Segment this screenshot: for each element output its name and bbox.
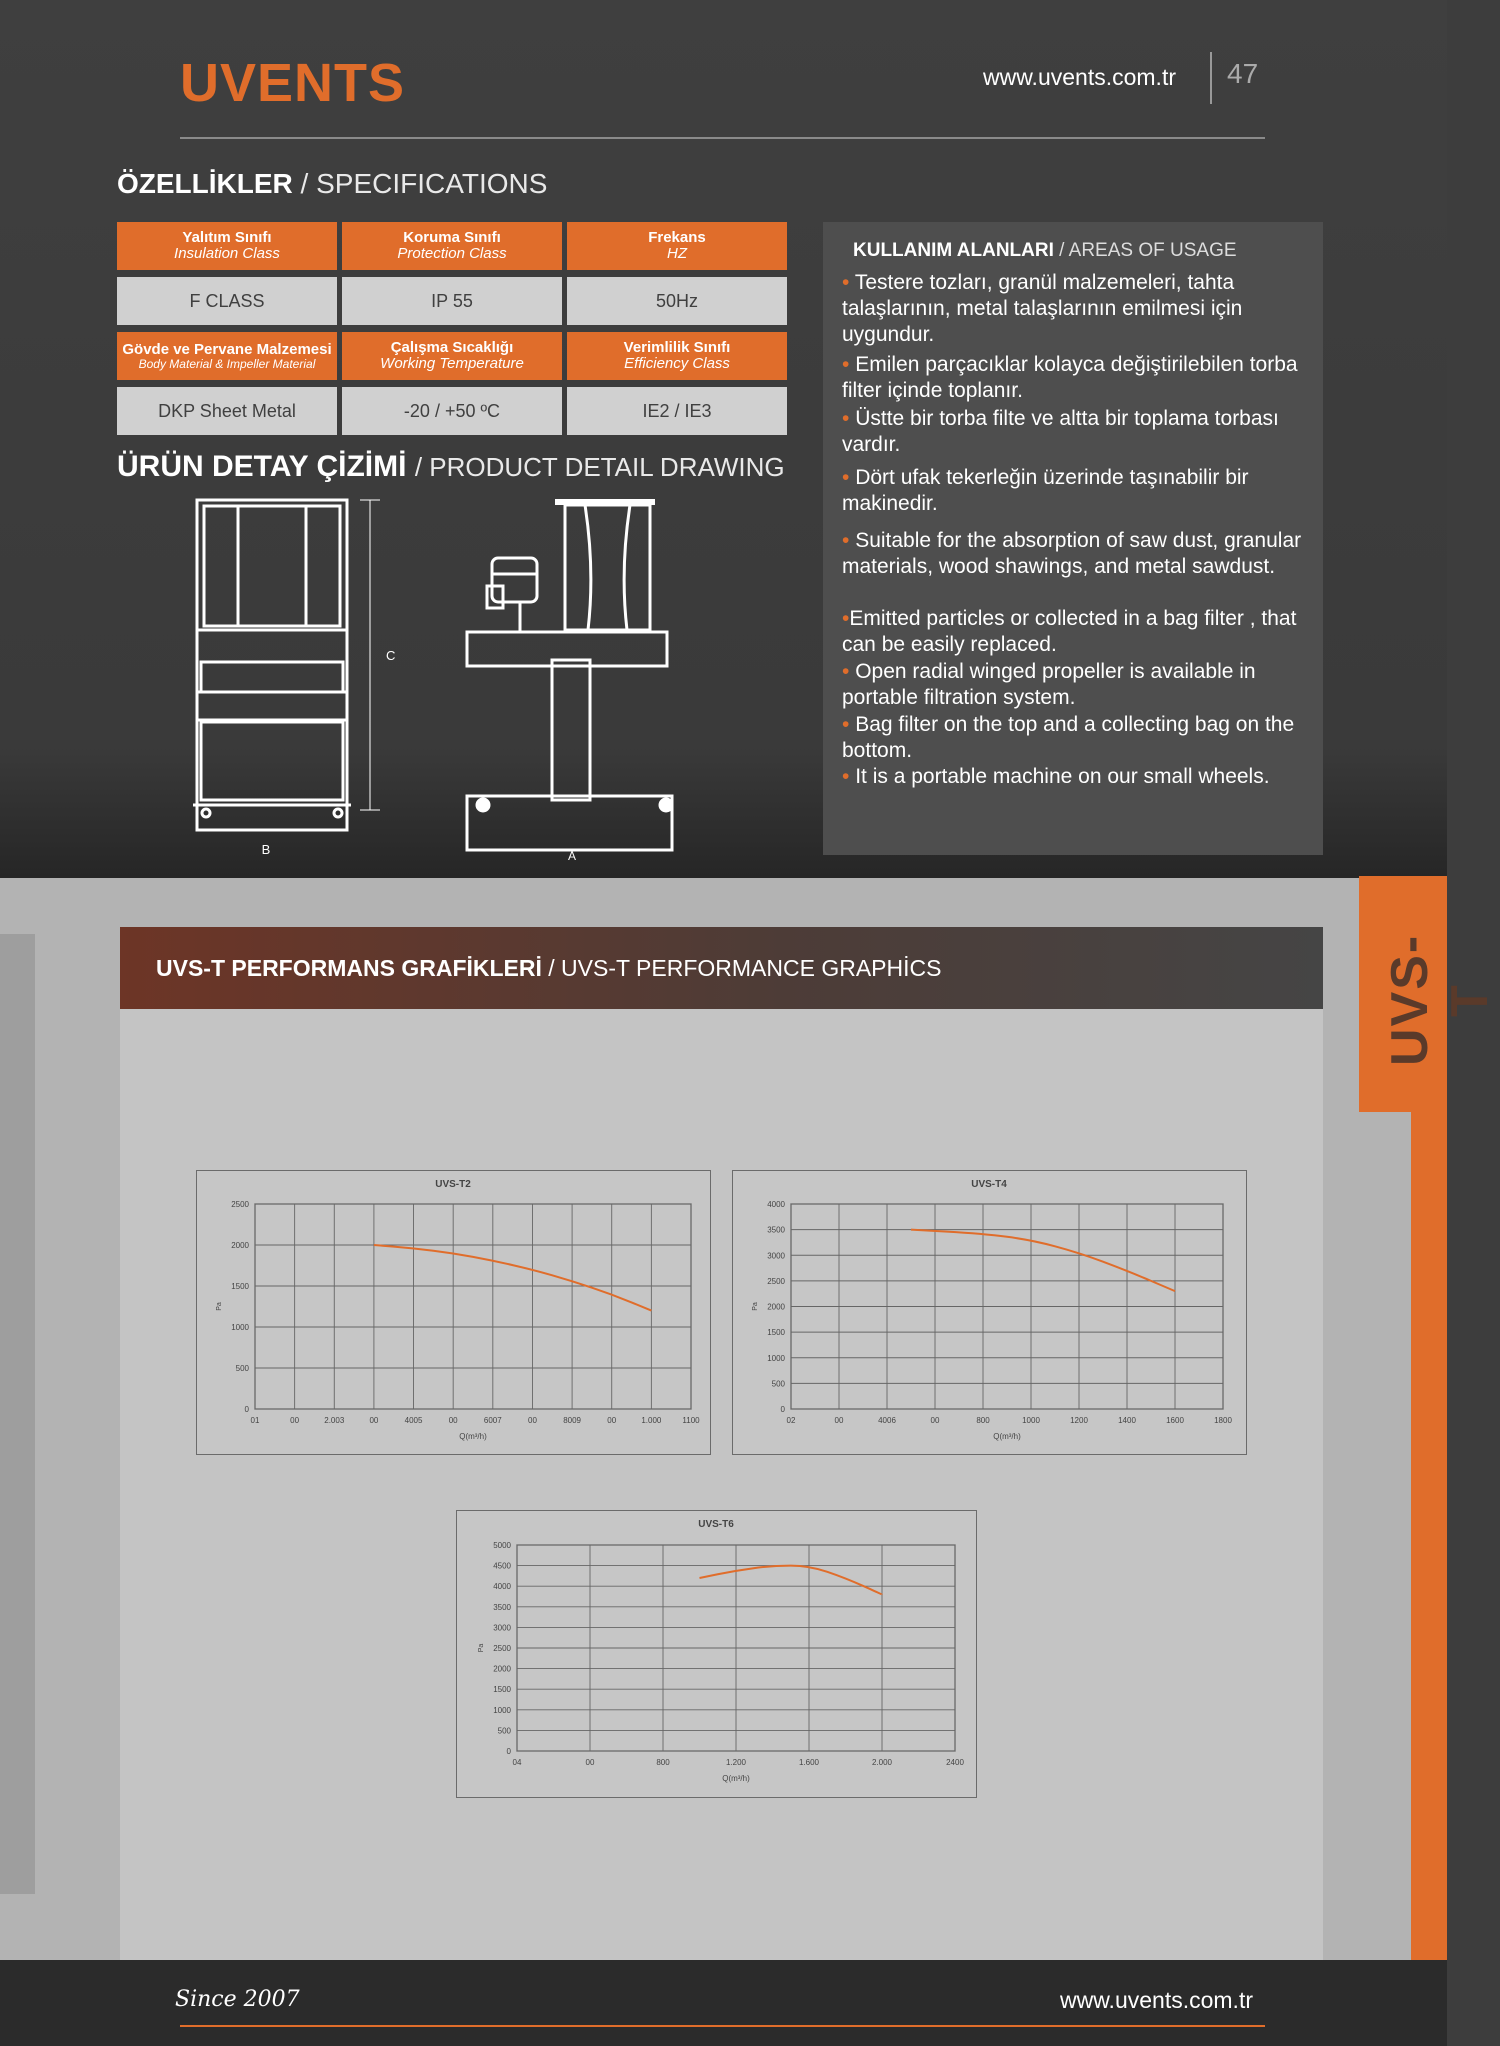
bullet-icon: • bbox=[842, 466, 856, 489]
x-tick-label: 1000 bbox=[1022, 1416, 1040, 1425]
x-tick-label: 4005 bbox=[404, 1416, 423, 1425]
x-tick-label: 1.000 bbox=[641, 1416, 662, 1425]
x-axis-label: Q(m³/h) bbox=[993, 1432, 1021, 1441]
y-tick-label: 1000 bbox=[493, 1705, 511, 1715]
chart-uvs-t4 bbox=[732, 1170, 1247, 1455]
spec-header-sublabel: Protection Class bbox=[397, 245, 507, 262]
footer-since: Since 2007 bbox=[175, 1987, 300, 2012]
brand-logo: UVENTS bbox=[180, 53, 406, 113]
x-tick-label: 00 bbox=[290, 1416, 300, 1425]
bullet-icon: • bbox=[842, 660, 856, 683]
x-tick-label: 2.003 bbox=[324, 1416, 345, 1425]
specs-title bbox=[117, 168, 547, 200]
x-tick-label: 800 bbox=[976, 1416, 990, 1425]
x-tick-label: 1800 bbox=[1214, 1416, 1232, 1425]
usage-bullet: • Üstte bir torba filte ve altta bir toplama torbası vardır. bbox=[842, 407, 1279, 456]
y-tick-label: 1000 bbox=[231, 1323, 249, 1332]
chart-title: UVS-T2 bbox=[435, 1179, 471, 1190]
header-url[interactable]: www.uvents.com.tr bbox=[983, 64, 1176, 90]
y-tick-label: 2000 bbox=[493, 1664, 511, 1674]
spec-header-sublabel: Insulation Class bbox=[174, 245, 280, 262]
x-tick-label: 2400 bbox=[946, 1758, 964, 1767]
header-divider bbox=[1210, 52, 1212, 104]
performance-title-tr: UVS-T PERFORMANS GRAFİKLERİ bbox=[156, 955, 542, 981]
y-tick-label: 500 bbox=[497, 1726, 511, 1736]
specs-title-tr: ÖZELLİKLER bbox=[117, 168, 293, 199]
usage-bullet: • Open radial winged propeller is available in portable filtration system. bbox=[842, 660, 1256, 709]
x-tick-label: 04 bbox=[512, 1758, 522, 1767]
drawing-title-en: / PRODUCT DETAIL DRAWING bbox=[414, 452, 785, 482]
chart-uvs-t6 bbox=[456, 1510, 977, 1798]
spec-header-protection bbox=[342, 222, 562, 270]
y-tick-label: 0 bbox=[244, 1405, 249, 1414]
y-tick-label: 500 bbox=[771, 1379, 785, 1389]
spec-header-label: Çalışma Sıcaklığı bbox=[390, 339, 514, 357]
spec-value-frequency: 50Hz bbox=[567, 277, 787, 325]
spec-header-material bbox=[117, 332, 337, 380]
y-tick-label: 1500 bbox=[231, 1282, 249, 1291]
y-tick-label: 2500 bbox=[231, 1200, 249, 1209]
y-tick-label: 3000 bbox=[767, 1251, 785, 1261]
y-tick-label: 3500 bbox=[493, 1602, 511, 1612]
x-tick-label: 00 bbox=[369, 1416, 379, 1425]
chart-svg-uvs-t4 bbox=[733, 1171, 1245, 1453]
footer-rule bbox=[180, 2025, 1265, 2027]
y-axis-label: Pa bbox=[478, 1643, 485, 1653]
spec-value-protection: IP 55 bbox=[342, 277, 562, 325]
usage-bullet: • Bag filter on the top and a collecting bag on the bottom. bbox=[842, 713, 1295, 762]
bullet-icon: • bbox=[842, 607, 850, 630]
usage-title-tr: KULLANIM ALANLARI bbox=[853, 240, 1054, 261]
spec-value-efficiency: IE2 / IE3 bbox=[567, 387, 787, 435]
usage-bullet: • Testere tozları, granül malzemeleri, tahta talaşlarının, metal talaşlarının emilmesi için uygundur. bbox=[842, 271, 1243, 346]
x-tick-label: 800 bbox=[656, 1758, 670, 1767]
spec-value-material: DKP Sheet Metal bbox=[117, 387, 337, 435]
dimension-label-a: A bbox=[567, 849, 577, 863]
y-axis-label: Pa bbox=[752, 1302, 759, 1311]
x-axis-label: Q(m³/h) bbox=[459, 1432, 487, 1441]
spec-header-sublabel: Working Temperature bbox=[380, 355, 524, 372]
product-drawing bbox=[190, 490, 710, 870]
x-tick-label: 1600 bbox=[1166, 1416, 1184, 1425]
y-tick-label: 1500 bbox=[767, 1328, 785, 1338]
y-tick-label: 1000 bbox=[767, 1353, 785, 1363]
performance-header bbox=[120, 927, 1323, 1009]
front-view-frame bbox=[197, 500, 347, 830]
spec-value-insulation: F CLASS bbox=[117, 277, 337, 325]
series-line bbox=[911, 1230, 1175, 1292]
x-tick-label: 00 bbox=[528, 1416, 537, 1425]
spec-value-temperature: -20 / +50 ºC bbox=[342, 387, 562, 435]
x-tick-label: 02 bbox=[786, 1416, 796, 1425]
spec-header-frequency bbox=[567, 222, 787, 270]
usage-bullet: • Dört ufak tekerleğin üzerinde taşınabilir bir makinedir. bbox=[842, 466, 1249, 515]
drawing-title bbox=[117, 450, 785, 484]
usage-title bbox=[853, 240, 1237, 262]
spec-header-sublabel: Body Material & Impeller Material bbox=[138, 356, 316, 371]
usage-panel bbox=[823, 222, 1323, 855]
y-tick-label: 4000 bbox=[493, 1582, 511, 1592]
spec-header-label: Koruma Sınıfı bbox=[403, 229, 501, 247]
spec-header-label: Verimlilik Sınıfı bbox=[623, 339, 731, 357]
spec-header-sublabel: Efficiency Class bbox=[624, 355, 730, 372]
x-tick-label: 00 bbox=[585, 1758, 595, 1767]
spec-header-label: Frekans bbox=[648, 229, 706, 247]
plot-area bbox=[255, 1204, 691, 1409]
x-tick-label: 6007 bbox=[483, 1416, 502, 1425]
spec-header-insulation bbox=[117, 222, 337, 270]
x-tick-label: 00 bbox=[448, 1416, 458, 1425]
side-tab-label: UVS-T bbox=[1381, 933, 1499, 1067]
y-tick-label: 2000 bbox=[767, 1302, 785, 1312]
y-tick-label: 3500 bbox=[767, 1225, 785, 1235]
usage-bullet: •Emitted particles or collected in a bag filter , that can be easily replaced. bbox=[842, 607, 1297, 656]
usage-bullet: • It is a portable machine on our small wheels. bbox=[842, 765, 1270, 788]
x-tick-label: 1.600 bbox=[798, 1758, 820, 1767]
specs-title-en: / SPECIFICATIONS bbox=[300, 168, 548, 199]
usage-bullet: • Emilen parçacıklar kolayca değiştirilebilen torba filter içinde toplanır. bbox=[842, 353, 1298, 402]
side-bar bbox=[1411, 1112, 1447, 1960]
x-tick-label: 8009 bbox=[563, 1416, 581, 1425]
chart-title: UVS-T6 bbox=[698, 1519, 734, 1530]
y-tick-label: 500 bbox=[235, 1364, 249, 1373]
spec-header-label: Yalıtım Sınıfı bbox=[182, 229, 272, 247]
spec-header-label: Gövde ve Pervane Malzemesi bbox=[122, 340, 332, 358]
side-view-base bbox=[467, 796, 672, 850]
y-tick-label: 5000 bbox=[493, 1541, 511, 1550]
usage-title-en: / AREAS OF USAGE bbox=[1059, 240, 1237, 261]
dimension-label-b: B bbox=[261, 842, 271, 857]
x-tick-label: 00 bbox=[607, 1416, 617, 1425]
bullet-icon: • bbox=[842, 407, 856, 430]
y-tick-label: 4500 bbox=[493, 1561, 511, 1571]
performance-title bbox=[156, 955, 941, 982]
x-tick-label: 2.000 bbox=[871, 1758, 893, 1767]
x-tick-label: 1400 bbox=[1118, 1416, 1136, 1425]
y-tick-label: 2500 bbox=[493, 1644, 511, 1653]
drawing-title-tr: ÜRÜN DETAY ÇİZİMİ bbox=[117, 450, 407, 483]
bullet-icon: • bbox=[842, 765, 856, 788]
chart-title: UVS-T4 bbox=[971, 1179, 1007, 1190]
chart-svg-uvs-t6 bbox=[457, 1511, 975, 1796]
bullet-icon: • bbox=[842, 529, 856, 552]
chart-uvs-t2 bbox=[196, 1170, 711, 1455]
x-tick-label: 1.200 bbox=[725, 1758, 747, 1767]
y-tick-label: 2000 bbox=[231, 1241, 249, 1250]
header-rule bbox=[180, 137, 1265, 139]
y-tick-label: 0 bbox=[780, 1405, 785, 1414]
x-axis-label: Q(m³/h) bbox=[722, 1774, 750, 1783]
series-line bbox=[374, 1245, 651, 1311]
dimension-label-c: C bbox=[386, 648, 396, 663]
y-tick-label: 0 bbox=[506, 1747, 511, 1756]
y-tick-label: 2500 bbox=[767, 1276, 785, 1286]
performance-title-en: / UVS-T PERFORMANCE GRAPHİCS bbox=[548, 955, 942, 981]
y-axis-label: Pa bbox=[216, 1302, 223, 1311]
spec-header-temperature bbox=[342, 332, 562, 380]
chart-svg-uvs-t2 bbox=[197, 1171, 709, 1453]
x-tick-label: 1100 bbox=[682, 1416, 700, 1425]
page-number: 47 bbox=[1227, 58, 1259, 89]
footer-url[interactable]: www.uvents.com.tr bbox=[1060, 1987, 1253, 2013]
left-strip bbox=[0, 934, 35, 1894]
x-tick-label: 00 bbox=[834, 1416, 844, 1425]
usage-bullet: • Suitable for the absorption of saw dust, granular materials, wood shawings, and metal sawdust. bbox=[842, 529, 1302, 578]
spec-header-sublabel: HZ bbox=[667, 245, 687, 262]
bullet-icon: • bbox=[842, 271, 855, 294]
bullet-icon: • bbox=[842, 713, 856, 736]
x-tick-label: 4006 bbox=[878, 1416, 896, 1425]
series-line bbox=[700, 1566, 883, 1595]
x-tick-label: 00 bbox=[930, 1416, 940, 1425]
x-tick-label: 01 bbox=[250, 1416, 260, 1425]
x-tick-label: 1200 bbox=[1070, 1416, 1088, 1425]
y-tick-label: 4000 bbox=[767, 1200, 785, 1209]
y-tick-label: 3000 bbox=[493, 1623, 511, 1633]
y-tick-label: 1500 bbox=[493, 1685, 511, 1695]
spec-header-efficiency bbox=[567, 332, 787, 380]
bullet-icon: • bbox=[842, 353, 856, 376]
